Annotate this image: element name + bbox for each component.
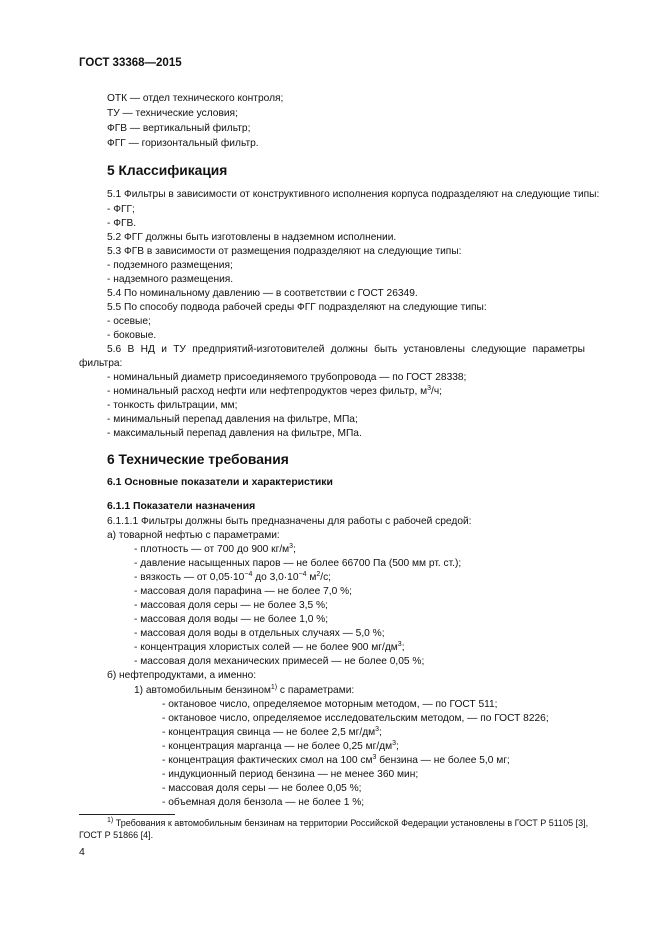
gasoline-label: 1) автомобильным бензином$^{1)}$ с параметрами: [134, 684, 355, 696]
footnote-text-continued: ГОСТ Р 51866 [4]. [79, 830, 154, 840]
paragraph-line: - надземного размещения. [107, 274, 234, 285]
section-6-heading: 6 Технические требования [107, 452, 289, 467]
paragraph-line: - подземного размещения; [107, 260, 233, 271]
abbreviation-item: ТУ — технические условия; [107, 108, 238, 119]
list-label-b: б) нефтепродуктами, а именно: [107, 670, 257, 681]
paragraph-5-6-continued: фильтра: [79, 358, 123, 369]
page-header: ГОСТ 33368—2015 [79, 57, 182, 69]
paragraph-line: - осевые; [107, 316, 151, 327]
paragraph-line: 5.3 ФГВ в зависимости от размещения подразделяют на следующие типы: [107, 246, 462, 257]
gasoline-parameter: - октановое число, определяемое исследовательским методом, — по ГОСТ 8226; [162, 713, 549, 724]
subsection-6-1-heading: 6.1 Основные показатели и характеристики [107, 477, 333, 488]
paragraph-line: - ФГВ. [107, 218, 137, 229]
paragraph-6-1-1-1: 6.1.1.1 Фильтры должны быть предназначены для работы с рабочей средой: [107, 516, 472, 527]
gasoline-parameter: - объемная доля бензола — не более 1 %; [162, 797, 365, 808]
subsection-6-1-1-heading: 6.1.1 Показатели назначения [107, 501, 256, 512]
oil-parameter: - массовая доля механических примесей — не более 0,05 %; [134, 656, 425, 667]
page-number: 4 [79, 846, 85, 858]
gasoline-parameter: - массовая доля серы — не более 0,05 %; [162, 783, 362, 794]
oil-parameter: - массовая доля воды — не более 1,0 %; [134, 614, 329, 625]
paragraph-line: 5.1 Фильтры в зависимости от конструктивного исполнения корпуса подразделяют на следующие типы: [107, 189, 600, 200]
parameter-item: - тонкость фильтрации, мм; [107, 400, 238, 411]
footnote-separator [79, 814, 175, 815]
parameter-item: - минимальный перепад давления на фильтре, МПа; [107, 414, 358, 425]
gasoline-parameter: - октановое число, определяемое моторным методом, — по ГОСТ 511; [162, 699, 498, 710]
section-5-heading: 5 Классификация [107, 163, 228, 178]
oil-parameter: - массовая доля серы — не более 3,5 %; [134, 600, 328, 611]
oil-parameter: - массовая доля парафина — не более 7,0 %; [134, 586, 352, 597]
oil-parameter: - массовая доля воды в отдельных случаях — 5,0 %; [134, 628, 385, 639]
footnote-text: $^{1)}$ Требования к автомобильным бензинам на территории Российской Федерации установлены в ГОСТ Р 51105 [3], [107, 817, 589, 828]
paragraph-line: 5.4 По номинальному давлению — в соответствии с ГОСТ 26349. [107, 288, 418, 299]
parameter-item: - максимальный перепад давления на фильтре, МПа. [107, 428, 362, 439]
gasoline-parameter: - концентрация фактических смол на 100 $см^3$ бензина — не более 5,0 мг; [162, 754, 510, 766]
oil-parameter: - вязкость — от $0,05\cdot 10^{-4}$ до $3,0\cdot 10^{-4}$ $м^2/с$; [134, 571, 332, 583]
parameter-item: - номинальный расход нефти или нефтепродуктов через фильтр, $м^3/ч$; [107, 385, 442, 397]
footnote-reference[interactable]: 1) [270, 684, 278, 691]
oil-parameter: - давление насыщенных паров — не более 66700 Па (500 мм рт. ст.); [134, 558, 462, 569]
gasoline-parameter: - концентрация марганца — не более 0,25 $мг/дм^3$; [162, 740, 399, 752]
abbreviation-item: ОТК — отдел технического контроля; [107, 93, 284, 104]
paragraph-line: - ФГГ; [107, 204, 135, 215]
paragraph-5-6: 5.6 В НД и ТУ предприятий-изготовителей должны быть установлены следующие параметры [107, 344, 585, 355]
paragraph-line: - боковые. [107, 330, 157, 341]
parameter-item: - номинальный диаметр присоединяемого трубопровода — по ГОСТ 28338; [107, 372, 467, 383]
abbreviation-item: ФГВ — вертикальный фильтр; [107, 123, 251, 134]
gasoline-parameter: - индукционный период бензина — не менее 360 мин; [162, 769, 419, 780]
list-label-a: а) товарной нефтью с параметрами: [107, 530, 280, 541]
abbreviation-item: ФГГ — горизонтальный фильтр. [107, 138, 259, 149]
gasoline-parameter: - концентрация свинца — не более 2,5 $мг/дм^3$; [162, 726, 382, 738]
oil-parameter: - концентрация хлористых солей — не более 900 $мг/дм^3$; [134, 641, 405, 653]
paragraph-line: 5.5 По способу подвода рабочей среды ФГГ подразделяют на следующие типы: [107, 302, 487, 313]
paragraph-line: 5.2 ФГГ должны быть изготовлены в надземном исполнении. [107, 232, 397, 243]
oil-parameter: - плотность — от 700 до 900 $кг/м^3$; [134, 543, 296, 555]
